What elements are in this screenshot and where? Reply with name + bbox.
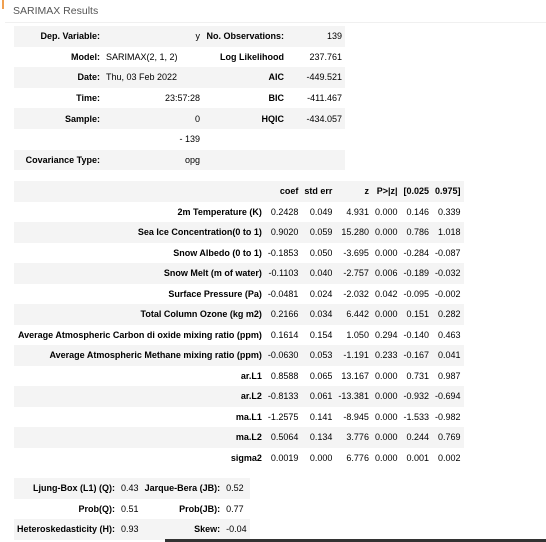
- summary-value: opg: [184, 154, 200, 165]
- variable-name: ar.L1: [240, 370, 262, 381]
- table-cell: 0.294: [374, 329, 398, 340]
- table-cell: 0.146: [406, 206, 430, 217]
- diagnostic-value: -0.04: [226, 524, 247, 535]
- summary-label: No. Observations:: [206, 31, 284, 42]
- table-cell: -0.982: [435, 411, 461, 422]
- diagnostic-value: 0.52: [226, 483, 244, 494]
- summary-label: Sample:: [64, 113, 100, 124]
- diagnostic-row: [14, 499, 250, 520]
- variable-name: 2m Temperature (K): [177, 206, 262, 217]
- table-cell: -0.1103: [268, 268, 299, 279]
- table-cell: 0.065: [309, 370, 333, 381]
- cell-marker: [2, 0, 4, 9]
- table-cell: 0.2428: [270, 206, 299, 217]
- variable-name: Total Column Ozone (kg m2): [140, 309, 262, 320]
- diagnostic-row: [14, 478, 250, 499]
- summary-label: Time:: [76, 93, 100, 104]
- table-row: [14, 304, 464, 325]
- model-summary-table: [14, 26, 345, 170]
- table-cell: 0.059: [309, 227, 333, 238]
- table-cell: -0.087: [435, 247, 461, 258]
- coefficients-table: [14, 181, 464, 468]
- table-cell: 0.006: [374, 268, 398, 279]
- table-cell: 0.000: [374, 432, 398, 443]
- table-cell: 15.280: [341, 227, 369, 238]
- table-cell: -1.2575: [267, 411, 299, 422]
- summary-row: [14, 108, 345, 129]
- variable-name: Snow Melt (m of water): [163, 268, 262, 279]
- summary-value: 139: [326, 31, 342, 42]
- variable-name: ma.L1: [235, 411, 262, 422]
- table-row: [14, 222, 464, 243]
- summary-label: [203, 129, 287, 150]
- table-cell: 0.786: [406, 227, 430, 238]
- table-cell: 0.154: [309, 329, 333, 340]
- summary-value: 237.761: [309, 51, 342, 62]
- table-cell: 0.061: [309, 391, 333, 402]
- summary-label: [14, 129, 103, 150]
- table-row: [14, 284, 464, 305]
- table-cell: -2.757: [343, 268, 369, 279]
- table-cell: 0.050: [309, 247, 333, 258]
- table-cell: 0.8588: [270, 370, 299, 381]
- diagnostic-value: 0.43: [121, 483, 139, 494]
- table-cell: -0.0481: [267, 288, 299, 299]
- table-cell: 0.000: [309, 452, 333, 463]
- output-divider: [5, 22, 546, 23]
- summary-row: [14, 47, 345, 68]
- table-row: [14, 345, 464, 366]
- column-header: std err: [304, 186, 333, 197]
- diagnostic-row: [14, 519, 250, 540]
- summary-value: 23:57:28: [164, 93, 200, 104]
- summary-row: [14, 26, 345, 47]
- table-cell: 0.000: [374, 309, 398, 320]
- table-cell: 6.442: [346, 309, 369, 320]
- summary-value: -449.521: [306, 72, 342, 83]
- table-cell: 0.000: [374, 452, 398, 463]
- table-cell: -2.032: [343, 288, 369, 299]
- table-cell: -1.533: [403, 411, 430, 422]
- summary-label: [203, 150, 287, 171]
- table-cell: -0.8133: [267, 391, 299, 402]
- table-cell: 0.041: [438, 350, 461, 361]
- table-row: [14, 243, 464, 264]
- table-row: [14, 366, 464, 387]
- summary-label: Dep. Variable:: [40, 31, 100, 42]
- table-cell: 0.000: [374, 411, 398, 422]
- variable-name: Average Atmospheric Methane mixing ratio (ppm): [49, 350, 262, 361]
- table-row: [14, 427, 464, 448]
- table-cell: 0.000: [374, 247, 398, 258]
- summary-value: 0: [194, 113, 200, 124]
- table-cell: 0.0019: [270, 452, 299, 463]
- table-row: [14, 407, 464, 428]
- table-cell: -0.167: [403, 350, 430, 361]
- table-cell: 0.000: [374, 227, 398, 238]
- summary-value: Thu, 03 Feb 2022: [106, 72, 178, 83]
- table-cell: 0.024: [309, 288, 333, 299]
- table-cell: 0.151: [406, 309, 430, 320]
- table-cell: 0.463: [438, 329, 461, 340]
- table-cell: 0.000: [374, 370, 398, 381]
- diagnostic-value: 0.51: [121, 503, 139, 514]
- table-row: [14, 386, 464, 407]
- summary-value: [287, 129, 345, 150]
- summary-row: [14, 67, 345, 88]
- summary-label: Log Likelihood: [220, 51, 284, 62]
- table-cell: 0.040: [309, 268, 333, 279]
- table-cell: 0.001: [406, 452, 430, 463]
- table-row: [14, 263, 464, 284]
- table-cell: 0.987: [438, 370, 461, 381]
- variable-name: Snow Albedo (0 to 1): [173, 247, 262, 258]
- table-cell: -0.032: [435, 268, 461, 279]
- summary-label: Model:: [71, 51, 100, 62]
- table-cell: -0.189: [403, 268, 430, 279]
- diagnostic-value: 0.93: [121, 524, 139, 535]
- table-cell: 6.776: [346, 452, 369, 463]
- table-cell: -0.1853: [267, 247, 299, 258]
- table-cell: 0.1614: [270, 329, 299, 340]
- table-cell: -0.694: [435, 391, 461, 402]
- summary-label: BIC: [268, 93, 284, 104]
- summary-value: -411.467: [307, 93, 342, 104]
- table-cell: 1.050: [346, 329, 369, 340]
- table-cell: -0.140: [403, 329, 430, 340]
- diagnostic-label: Heteroskedasticity (H):: [17, 524, 116, 535]
- table-cell: 0.9020: [270, 227, 299, 238]
- table-cell: 0.053: [309, 350, 333, 361]
- table-cell: 0.731: [406, 370, 430, 381]
- table-cell: -0.0630: [267, 350, 299, 361]
- diagnostic-label: Jarque-Bera (JB):: [144, 483, 221, 494]
- table-cell: 0.034: [309, 309, 333, 320]
- diagnostic-label: Skew:: [194, 524, 221, 535]
- variable-name: Surface Pressure (Pa): [168, 288, 262, 299]
- column-header: P>|z|: [376, 186, 398, 197]
- column-header: z: [364, 186, 369, 197]
- table-cell: 0.244: [406, 432, 430, 443]
- table-cell: 0.141: [309, 411, 333, 422]
- diagnostic-label: Ljung-Box (L1) (Q):: [33, 483, 116, 494]
- header-blank: [14, 181, 265, 202]
- table-cell: 0.233: [374, 350, 398, 361]
- diagnostics-table: [14, 478, 250, 540]
- column-header: coef: [279, 186, 299, 197]
- table-cell: 0.002: [438, 452, 461, 463]
- table-row: [14, 202, 464, 223]
- summary-label: Date:: [77, 72, 100, 83]
- variable-name: ma.L2: [235, 432, 262, 443]
- summary-row: [14, 88, 345, 109]
- summary-value: -434.057: [306, 113, 342, 124]
- table-cell: -3.695: [343, 247, 369, 258]
- table-cell: 0.769: [438, 432, 461, 443]
- summary-row: [14, 150, 345, 171]
- summary-value: - 139: [179, 134, 200, 145]
- summary-value: [287, 150, 345, 171]
- table-cell: 0.282: [438, 309, 461, 320]
- table-cell: 0.134: [309, 432, 333, 443]
- table-row: [14, 325, 464, 346]
- diagnostic-label: Prob(Q):: [78, 503, 116, 514]
- table-cell: -1.191: [343, 350, 369, 361]
- table-cell: 3.776: [346, 432, 369, 443]
- table-cell: 0.042: [374, 288, 398, 299]
- table-cell: -0.002: [435, 288, 461, 299]
- summary-label: AIC: [268, 72, 284, 83]
- table-cell: 13.167: [341, 370, 369, 381]
- table-cell: -0.932: [403, 391, 430, 402]
- column-header: 0.975]: [435, 186, 461, 197]
- table-cell: -0.095: [403, 288, 430, 299]
- summary-row: [14, 129, 345, 150]
- table-cell: 0.339: [438, 206, 461, 217]
- table-cell: 1.018: [438, 227, 461, 238]
- table-cell: 0.5064: [270, 432, 299, 443]
- table-cell: -0.284: [403, 247, 430, 258]
- diagnostic-value: 0.77: [226, 503, 244, 514]
- variable-name: Average Atmospheric Carbon di oxide mixing ratio (ppm): [18, 329, 262, 340]
- summary-label: HQIC: [261, 113, 284, 124]
- summary-value: SARIMAX(2, 1, 2): [106, 51, 178, 62]
- summary-value: y: [195, 31, 200, 42]
- table-cell: -8.945: [343, 411, 369, 422]
- table-cell: 0.000: [374, 391, 398, 402]
- summary-label: Covariance Type:: [25, 154, 100, 165]
- table-cell: 0.2166: [270, 309, 299, 320]
- table-row: [14, 448, 464, 469]
- table-caption: SARIMAX Results: [13, 5, 99, 17]
- table-cell: 0.049: [309, 206, 333, 217]
- variable-name: ar.L2: [240, 391, 262, 402]
- table-cell: 4.931: [346, 206, 369, 217]
- table-cell: 0.000: [374, 206, 398, 217]
- column-header: [0.025: [403, 186, 430, 197]
- variable-name: sigma2: [230, 452, 262, 463]
- table-cell: -13.381: [338, 391, 369, 402]
- diagnostic-label: Prob(JB):: [179, 503, 221, 514]
- variable-name: Sea Ice Concentration(0 to 1): [137, 227, 262, 238]
